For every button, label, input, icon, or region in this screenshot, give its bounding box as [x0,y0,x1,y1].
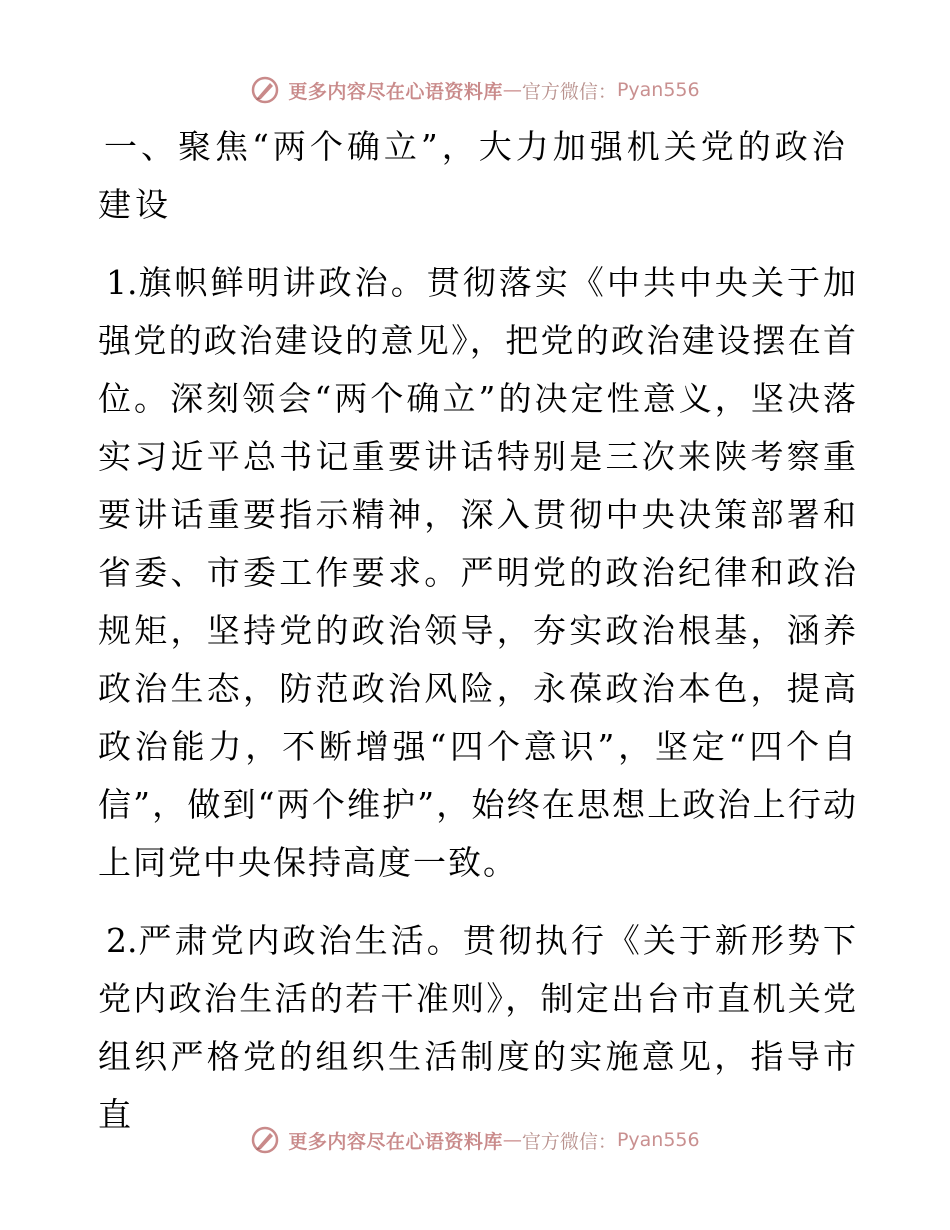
paragraph-2 [98,912,858,1144]
paragraph-1 [98,254,858,892]
pen-logo-icon [250,75,280,105]
paragraph-text: 严肃党内政治生活。贯彻执行《关于新形势下党内政治生活的若干准则》，制定出台市直机关党组织严格党的组织生活制度的实施意见，指导市直 [98,921,858,1134]
document-body [98,118,858,1144]
pen-logo-icon [250,1125,280,1155]
banner-separator: — [502,1129,522,1151]
banner-separator: — [502,79,522,101]
footer-watermark-banner [0,1120,950,1160]
banner-brand-text: 更多内容尽在心语资料库 [288,1130,503,1153]
banner-official-label: 官方微信： [521,1130,617,1153]
banner-account: Pyan556 [616,1129,700,1151]
paragraph-text: 旗帜鲜明讲政治。贯彻落实《中共中央关于加强党的政治建设的意见》，把党的政治建设摆在首位。深刻领会“两个确立”的决定性意义，坚决落实习近平总书记重要讲话特别是三次来陕考察重要讲话重要指示精神，深入贯彻中央决策部署和省委、市委工作要求。严明党的政治纪律和政治规矩，坚持党的政治领导，夯实政治根基，涵养政治生态，防范政治风险，永葆政治本色，提高政治能力，不断增强“四个意识”，坚定“四个自信”，做到“两个维护”，始终在思想上政治上行动上同党中央保持高度一致。 [98,263,858,882]
banner-official-label: 官方微信： [521,80,617,103]
banner-account: Pyan556 [616,79,700,101]
paragraph-number: 2. [106,921,138,960]
banner-brand-text: 更多内容尽在心语资料库 [288,80,503,103]
section-heading: 一、聚焦“两个确立”，大力加强机关党的政治建设 [98,127,849,224]
paragraph-number: 1. [106,263,138,302]
header-watermark-banner [0,70,950,110]
